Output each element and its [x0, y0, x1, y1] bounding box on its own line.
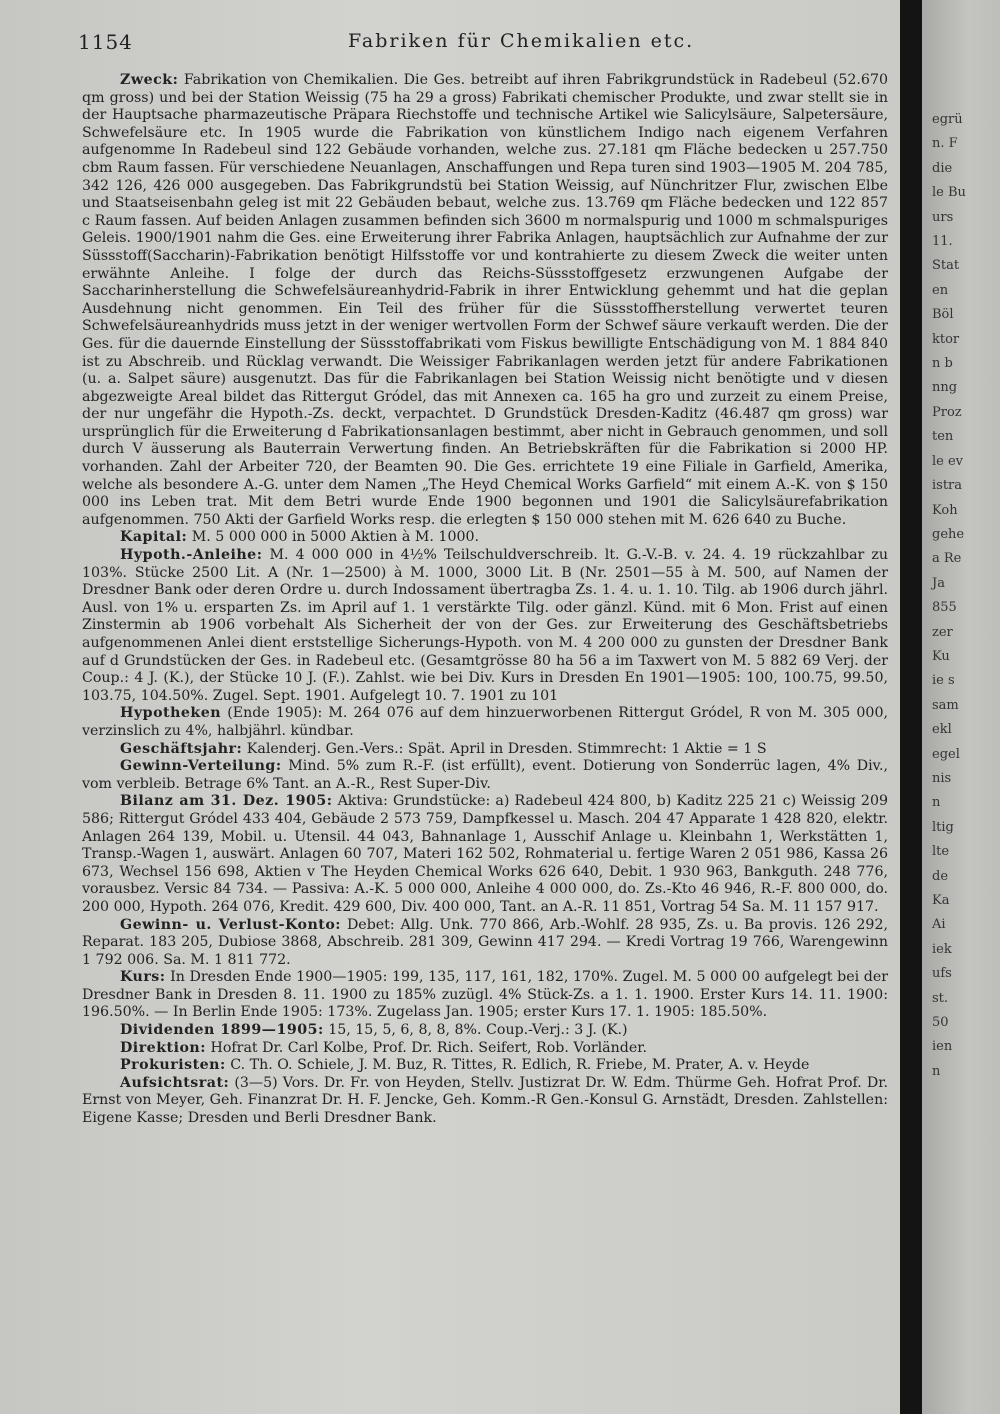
margin-fragment: Proz	[932, 404, 962, 420]
section-label: Gewinn- u. Verlust-Konto:	[120, 916, 342, 933]
section-text: (3—5) Vors. Dr. Fr. von Heyden, Stellv. Justizrat Dr. W. Edm. Thürme Geh. Hofrat Prof. Dr. Ernst von Meyer, Geh. Finanzrat Dr. H. F. Jencke, Geh. Komm.-R Gen.-Konsul G. Arnstädt, Dresden. Zahlstellen: Eigene Kasse; Dresden und Berli Dresdner Bank.	[82, 1074, 888, 1127]
running-title: Fabriken für Chemikalien etc.	[348, 30, 695, 52]
section-label: Aufsichtsrat:	[120, 1074, 230, 1091]
margin-fragment: gehe	[932, 526, 965, 542]
section-label: Dividenden 1899—1905:	[120, 1022, 324, 1039]
margin-fragment: n	[932, 1063, 941, 1079]
margin-fragment: Ka	[932, 893, 950, 908]
margin-fragment: a Re	[932, 551, 962, 567]
section-text: Mind. 5% zum R.-F. (ist erfüllt), event. Dotierung von Sonderrüc lagen, 4% Div., vom verbleib. Betrage 6% Tant. an A.-R., Rest Super-Div.	[82, 758, 888, 792]
section-geschaeftsjahr	[82, 741, 888, 759]
margin-fragment: 11.	[932, 234, 953, 250]
margin-fragment: zer	[932, 624, 953, 640]
section-bilanz	[82, 793, 888, 916]
margin-fragment: nng	[932, 380, 958, 396]
section-text: Hofrat Dr. Carl Kolbe, Prof. Dr. Rich. Seifert, Rob. Vorländer.	[210, 1039, 647, 1056]
section-text: M. 5 000 000 in 5000 Aktien à M. 1000.	[191, 529, 480, 546]
section-text: Debet: Allg. Unk. 770 866, Arb.-Wohlf. 28 935, Zs. u. Ba provis. 126 292, Reparat. 183 205, Dubiose 3868, Abschreib. 281 309, Gewinn 417 294. — Kredi Vortrag 19 766, Warengewinn 1 792 006. Sa. M. 1 811 772.	[82, 916, 888, 968]
section-dividenden	[82, 1022, 888, 1040]
margin-fragment: de	[932, 868, 949, 884]
margin-fragment: ltig	[932, 819, 954, 835]
section-label: Hypotheken	[120, 705, 222, 722]
margin-fragment: ekl	[932, 722, 952, 738]
margin-fragment: 50	[932, 1015, 949, 1031]
section-text: C. Th. O. Schiele, J. M. Buz, R. Tittes, R. Edlich, R. Friebe, M. Prater, A. v. Heyde	[230, 1057, 810, 1074]
section-label: Zweck:	[120, 72, 179, 88]
margin-fragment: le ev	[932, 453, 964, 469]
margin-fragment: ien	[932, 1039, 953, 1055]
margin-fragment: en	[932, 282, 949, 298]
margin-fragment: Koh	[932, 502, 958, 518]
page-header	[78, 30, 878, 54]
section-label: Kapital:	[120, 529, 188, 546]
margin-fragments	[932, 108, 966, 1084]
margin-fragment: Ja	[932, 575, 945, 591]
section-label: Prokuristen:	[120, 1057, 226, 1074]
section-label: Hypoth.-Anleihe:	[120, 547, 263, 564]
section-gewinn-verlust	[82, 917, 888, 970]
section-kapital	[82, 529, 888, 547]
margin-fragment: ten	[932, 429, 954, 445]
page-number: 1154	[78, 30, 133, 54]
section-text: Kalenderj. Gen.-Vers.: Spät. April in Dresden. Stimmrecht: 1 Aktie = 1 S	[246, 740, 767, 757]
section-text: Aktiva: Grundstücke: a) Radebeul 424 800, b) Kaditz 225 21 c) Weissig 209 586; Rittergut Gródel 433 404, Gebäude 2 573 759, Dampfkessel u. Masch. 204 47 Apparate 1 428 820, elektr. Anlagen 264 139, Mobil. u. Utensil. 44 043, Bahnanlage 1, Ausschif Anlage u. Kleinbahn 1, Werkstätten 1, Transp.-Wagen 1, auswärt. Anlagen 60 707, Materi 162 502, Rohmaterial u. fertige Waren 2 051 986, Kassa 26 673, Wechsel 156 698, Aktien v The Heyden Chemical Works 626 640, Debit. 1 930 963, Bankguth. 248 776, vorausbez. Versic 84 734. — Passiva: A.-K. 5 000 000, Anleihe 4 000 000, do. Zs.-Kto 46 946, R.-F. 800 000, do. 200 000, Hypoth. 264 076, Kredit. 429 600, Div. 400 000, Tant. an A.-R. 11 851, Vortrag 54 Sa. M. 11 157 917.	[82, 793, 888, 915]
section-label: Geschäftsjahr:	[120, 740, 243, 757]
margin-fragment: ie s	[932, 673, 955, 689]
margin-fragment: sam	[932, 697, 959, 713]
section-label: Direktion:	[120, 1039, 206, 1056]
margin-fragment: Stat	[932, 258, 960, 274]
section-text: Fabrikation von Chemikalien. Die Ges. betreibt auf ihren Fabrikgrundstück in Radebeul (52.670 qm gross) und bei der Station Weissig (75 ha 29 a gross) Fabrikati chemischer Produkte, und zwar stellt sie in der Hauptsache pharmazeutische Präpara Riechstoffe und technische Artikel wie Salicylsäure, Salpetersäure, Schwefelsäure etc. In 1905 wurde die Fabrikation von künstlichem Indigo nach eigenem Verfahren aufgenomme In Radebeul sind 122 Gebäude vorhanden, welche zus. 27.181 qm Fläche bedecken u 257.750 cbm Raum fassen. Für verschiedene Neuanlagen, Anschaffungen und Repa turen sind 1903—1905 M. 204 785, 342 126, 426 000 ausgegeben. Das Fabrikgrundstü bei Station Weissig, auf Nünchritzer Flur, zwischen Elbe und Staatseisenbahn geleg ist mit 22 Gebäuden bebaut, welche zus. 13.769 qm Fläche bedecken und 122 857 c Raum fassen. Auf beiden Anlagen zusammen befinden sich 3600 m normalspurig und 1000 m schmalspuriges Geleis. 1900/1901 nahm die Ges. eine Erweiterung ihrer Fabrika Anlagen, hauptsächlich zur Aufnahme der zur Süssstoff(Saccharin)-Fabrikation benötigt Hilfsstoffe vor und kontrahierte zu diesem Zweck die weiter unten erwähnte Anleihe. I folge der durch das Reichs-Süssstoffgesetz erzwungenen Aufgabe der Saccharinherstellung die Schwefelsäureanhydrid-Fabrik in ihrer Entwicklung gehemmt und hat die geplan Ausdehnung nicht genommen. Ein Teil des früher für die Süssstoffherstellung verwertet teuren Schwefelsäureanhydrids muss jetzt in der weniger wertvollen Form der Schwef säure verkauft werden. Die der Ges. für die dauernde Einstellung der Süssstoffabrikati vom Fiskus bewilligte Entschädigung von M. 1 884 840 ist zu Abschreib. und Rücklag verwandt. Die Weissiger Fabrikanlagen werden jetzt für andere Fabrikationen (u. a. Salpet säure) ausgenutzt. Das für die Fabrikanlagen bei Station Weissig nicht benötigte und v diesen abgezweigte Areal bildet das Rittergut Gródel, das mit Annexen ca. 165 ha gro und zurzeit zu einem Preise, der nur ungefähr die Hypoth.-Zs. deckt, verpachtet. D Grundstück Dresden-Kaditz (46.487 qm gross) war ursprünglich für die Erweiterung d Fabrikationsanlagen bestimmt, aber nicht in Gebrauch genommen, und soll durch V äusserung als Bauterrain Verwertung finden. An Betriebskräften für die Fabrikation si 2000 HP. vorhanden. Zahl der Arbeiter 720, der Beamten 90. Die Ges. errichtete 19 eine Filiale in Garfield, Amerika, welche als besondere A.-G. unter dem Namen „The Heyd Chemical Works Garfield“ mit einem A.-K. von $ 150 000 ins Leben trat. Mit dem Betri wurde Ende 1900 begonnen und 1901 die Salicylsäurefabrikation aufgenommen. 750 Akti der Garfield Works resp. die erlegten $ 150 000 stehen mit M. 626 640 zu Buche.	[82, 72, 888, 528]
margin-fragment: Böl	[932, 307, 954, 323]
margin-fragment: die	[932, 160, 953, 176]
margin-fragment: egrü	[932, 112, 963, 127]
margin-fragment: n. F	[932, 136, 958, 152]
page-gutter	[900, 0, 922, 1414]
section-text: 15, 15, 5, 6, 8, 8, 8%. Coup.-Verj.: 3 J. (K.)	[328, 1022, 628, 1039]
section-aufsichtsrat	[82, 1075, 888, 1128]
section-zweck	[82, 72, 888, 529]
section-kurs	[82, 969, 888, 1022]
section-label: Gewinn-Verteilung:	[120, 758, 282, 775]
margin-fragment: n b	[932, 356, 953, 372]
section-text: M. 4 000 000 in 4½% Teilschuldverschreib. lt. G.-V.-B. v. 24. 4. 19 rückzahlbar zu 103%. Stücke 2500 Lit. A (Nr. 1—2500) à M. 1000, 3000 Lit. B (Nr. 2501—55 à M. 500, auf Namen der Dresdner Bank oder deren Ordre u. durch Indossament übertragba Zs. 1. 4. u. 1. 10. Tilg. ab 1906 durch jährl. Ausl. von 1% u. ersparten Zs. im April auf 1. 1 verstärkte Tilg. oder gänzl. Künd. mit 6 Mon. Frist auf einen Zinstermin ab 1906 vorbehalt Als Sicherheit der von der Ges. zur Erweiterung des Geschäftsbetriebs aufgenommenen Anlei dient erststellige Sicherungs-Hypoth. von M. 4 200 000 zu gunsten der Dresdner Bank auf d Grundstücken der Ges. in Radebeul etc. (Gesamtgrösse 80 ha 56 a im Taxwert von M. 5 882 69 Verj. der Coup.: 4 J. (K.), der Stücke 10 J. (F.). Zahlst. wie bei Div. Kurs in Dresden En 1901—1905: 100, 100.75, 99.50, 103.75, 104.50%. Zugel. Sept. 1901. Aufgelegt 10. 7. 1901 zu 101	[82, 547, 888, 704]
margin-fragment: lte	[932, 844, 950, 860]
section-hypotheken	[82, 705, 888, 740]
margin-fragment: iek	[932, 941, 952, 957]
section-label: Kurs:	[120, 969, 166, 986]
section-direktion	[82, 1040, 888, 1058]
margin-fragment: urs	[932, 209, 954, 225]
margin-fragment: nis	[932, 770, 952, 786]
section-hypoth-anleihe	[82, 547, 888, 705]
margin-fragment: Ku	[932, 648, 950, 664]
margin-fragment: ktor	[932, 331, 960, 347]
margin-fragment: n	[932, 795, 941, 811]
adjacent-page-edge	[922, 0, 1000, 1414]
section-prokuristen	[82, 1057, 888, 1075]
margin-fragment: 855	[932, 600, 957, 616]
margin-fragment: Ai	[932, 917, 946, 933]
margin-fragment: ufs	[932, 966, 952, 982]
margin-fragment: egel	[932, 746, 960, 762]
margin-fragment: istra	[932, 478, 963, 494]
section-text: In Dresden Ende 1900—1905: 199, 135, 117, 161, 182, 170%. Zugel. M. 5 000 00 aufgelegt bei der Dresdner Bank in Dresden 8. 11. 1900 zu 185% zuzügl. 4% Stück-Zs. a 1. 1. 1900. Erster Kurs 14. 11. 1900: 196.50%. — In Berlin Ende 1905: 173%. Zugelass Jan. 1905; erster Kurs 17. 1. 1905: 185.50%.	[82, 969, 888, 1021]
section-text: (Ende 1905): M. 264 076 auf dem hinzuerworbenen Rittergut Gródel, R von M. 305 000, verzinslich zu 4%, halbjährl. kündbar.	[82, 705, 888, 739]
margin-fragment: le Bu	[932, 185, 966, 201]
text-column	[82, 72, 888, 1402]
margin-fragment: st.	[932, 990, 949, 1006]
section-label: Bilanz am 31. Dez. 1905:	[120, 793, 333, 810]
section-gewinn-verteilung	[82, 758, 888, 793]
